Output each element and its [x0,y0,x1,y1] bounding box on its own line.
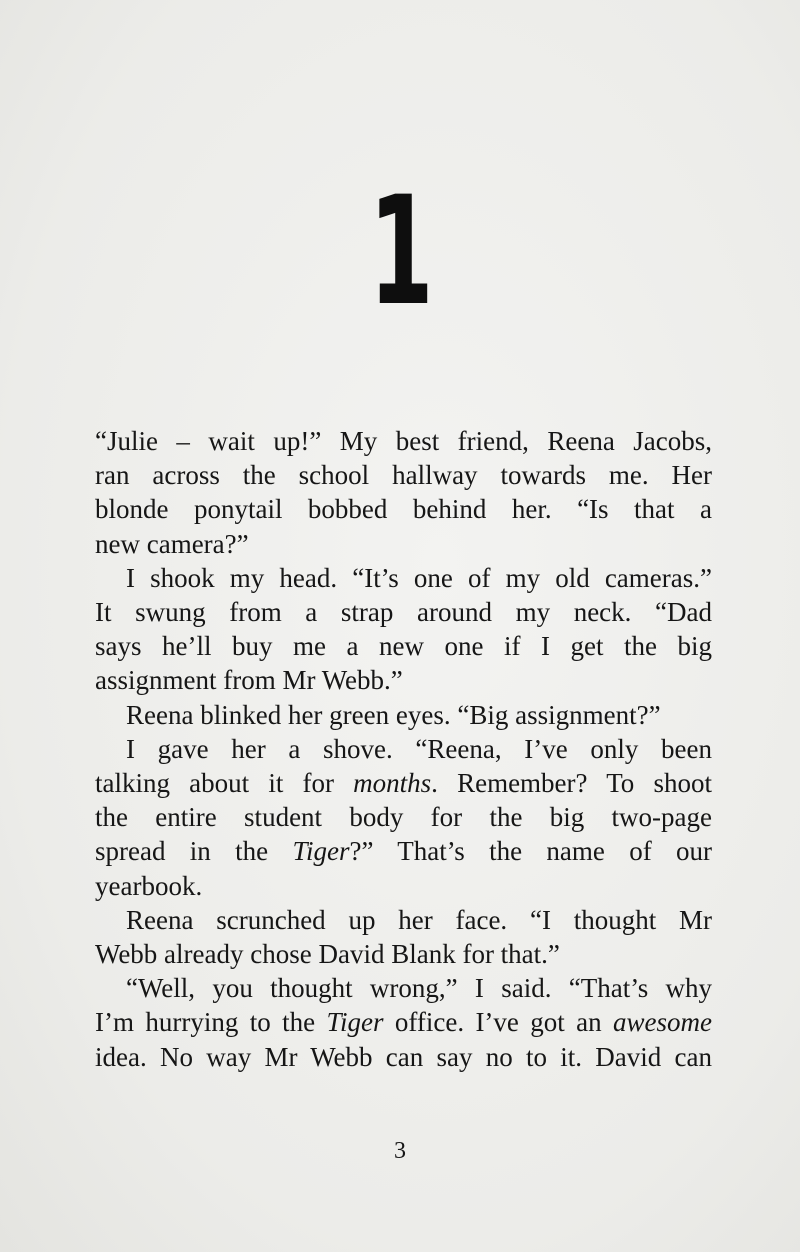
text-line [95,629,712,663]
text-line [95,800,712,834]
text-run: yearbook. [95,870,203,901]
text-run: Reena blinked her green eyes. “Big assignment?” [126,699,661,730]
text-run: idea. No way Mr Webb can say no to it. David can [95,1041,712,1072]
text-line [95,903,712,937]
text-run: blonde ponytail bobbed behind her. “Is that a [95,494,712,525]
text-run: ran across the school hallway towards me. Her [95,460,712,491]
text-run: I’m hurrying to the [95,1007,327,1038]
text-run: the entire student body for the big two-page [95,802,712,833]
text-line [95,527,712,561]
text-line [95,869,712,903]
text-run: It swung from a strap around my neck. “Dad [95,597,712,628]
italic-text: months [353,768,432,799]
text-line [95,971,712,1005]
text-run: . Remember? To shoot [431,768,712,799]
text-run: “Well, you thought wrong,” I said. “That’s why [126,973,712,1004]
text-line [95,492,712,526]
body-text [95,424,712,1074]
text-run: I gave her a shove. “Reena, I’ve only been [126,733,712,764]
text-line [95,663,712,697]
text-run: new camera?” [95,528,249,559]
text-line [95,834,712,868]
text-line [95,766,712,800]
text-line [95,595,712,629]
text-line [95,732,712,766]
text-run: talking about it for [95,768,354,799]
italic-text: awesome [613,1007,712,1038]
page-number: 3 [394,1138,406,1164]
italic-text: Tiger [326,1007,384,1038]
text-run: Webb already chose David Blank for that.” [95,939,560,970]
text-run: office. I’ve got an [383,1007,614,1038]
text-line [95,561,712,595]
italic-text: Tiger [292,836,350,867]
text-line [95,937,712,971]
text-run: spread in the [95,836,293,867]
text-run: assignment from Mr Webb.” [95,665,403,696]
text-run: Reena scrunched up her face. “I thought Mr [126,904,712,935]
text-line [95,424,712,458]
text-line [95,698,712,732]
text-run: says he’ll buy me a new one if I get the big [95,631,712,662]
text-run: I shook my head. “It’s one of my old cameras.” [126,562,712,593]
text-line [95,1040,712,1074]
text-run: “Julie – wait up!” My best friend, Reena Jacobs, [95,426,712,456]
text-line [95,1005,712,1039]
text-line [95,458,712,492]
text-run: ?” That’s the name of our [349,836,713,867]
chapter-number: 1 [368,165,432,339]
